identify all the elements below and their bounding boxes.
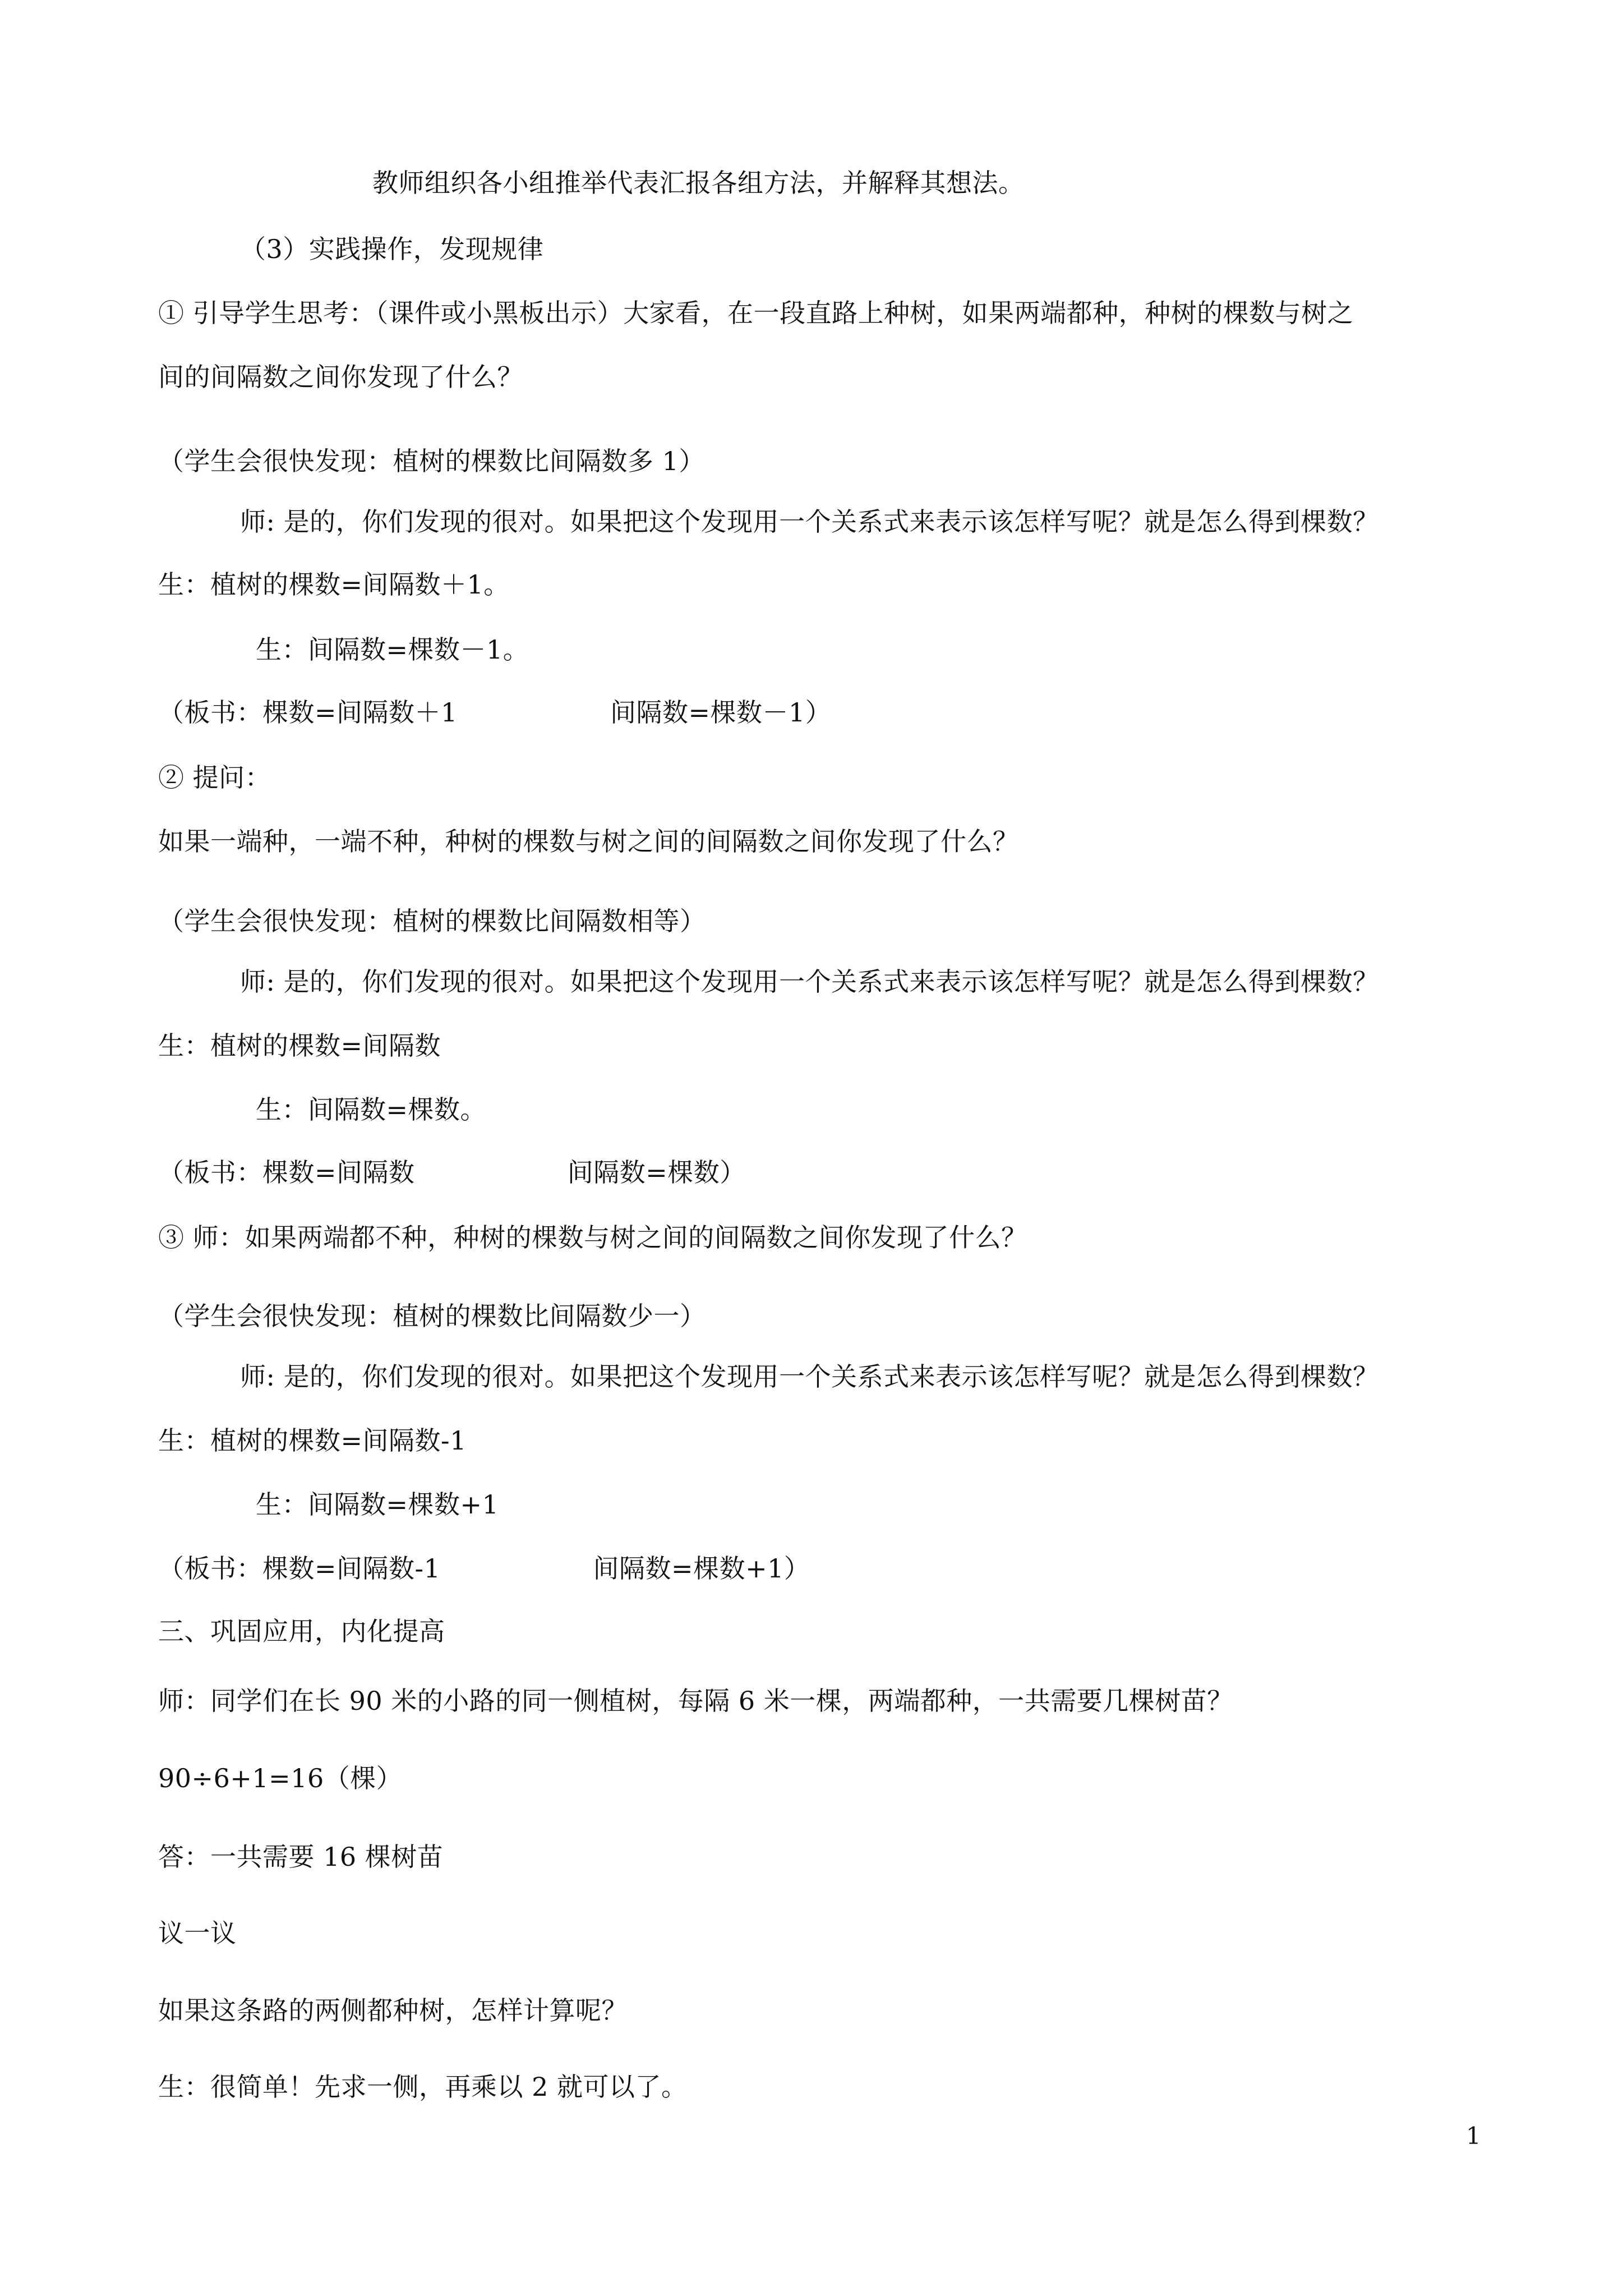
text-line: （板书：棵数=间隔数-1 间隔数=棵数+1） [158,1553,810,1584]
text-line: （板书：棵数=间隔数＋1 间隔数=棵数－1） [158,697,832,728]
text-line: （学生会很快发现：植树的棵数比间隔数少一） [158,1301,706,1331]
text-line: 生：间隔数=棵数+1 [256,1489,499,1520]
text-line: （3）实践操作，发现规律 [240,234,544,264]
text-line: 间的间隔数之间你发现了什么？ [158,362,523,392]
text-line: 生：植树的棵数=间隔数＋1。 [158,569,510,600]
text-line: 师: 是的，你们发现的很对。如果把这个发现用一个关系式来表示该怎样写呢？就是怎么得到棵数？ [240,1361,1379,1392]
text-line: 生：很简单！先求一侧，再乘以 2 就可以了。 [158,2072,688,2102]
text-line: 如果一端种，一端不种，种树的棵数与树之间的间隔数之间你发现了什么？ [158,826,1019,857]
text-line: 90÷6+1=16（棵） [158,1763,403,1793]
text-line: 生：植树的棵数=间隔数 [158,1030,441,1061]
text-line: 答：一共需要 16 棵树苗 [158,1842,444,1872]
text-line: 师：同学们在长 90 米的小路的同一侧植树，每隔 6 米一棵，两端都种，一共需要几棵树苗？ [158,1686,1233,1716]
text-line: 师: 是的，你们发现的很对。如果把这个发现用一个关系式来表示该怎样写呢？就是怎么得到棵数？ [240,507,1379,537]
text-line: 议一议 [158,1918,237,1948]
text-line: ③ 师：如果两端都不种，种树的棵数与树之间的间隔数之间你发现了什么？ [158,1222,1027,1253]
text-line: 生：间隔数=棵数－1。 [256,634,529,665]
text-line: 生：间隔数=棵数。 [256,1094,487,1125]
page-number: 1 [1466,2122,1481,2150]
text-line: ① 引导学生思考：（课件或小黑板出示）大家看，在一段直路上种树，如果两端都种，种树的棵数与树之 [158,298,1354,328]
text-line: 教师组织各小组推举代表汇报各组方法，并解释其想法。 [372,168,1025,198]
text-line: （板书：棵数=间隔数 间隔数=棵数） [158,1157,746,1188]
text-line: 如果这条路的两侧都种树，怎样计算呢？ [158,1995,628,2026]
text-line: 师: 是的，你们发现的很对。如果把这个发现用一个关系式来表示该怎样写呢？就是怎么得到棵数？ [240,967,1379,997]
text-line: 生：植树的棵数=间隔数-1 [158,1425,467,1456]
text-line: （学生会很快发现：植树的棵数比间隔数相等） [158,906,706,936]
text-line: （学生会很快发现：植树的棵数比间隔数多 1） [158,446,705,476]
text-line: ② 提问： [158,762,271,793]
text-line: 三、巩固应用，内化提高 [158,1616,445,1646]
